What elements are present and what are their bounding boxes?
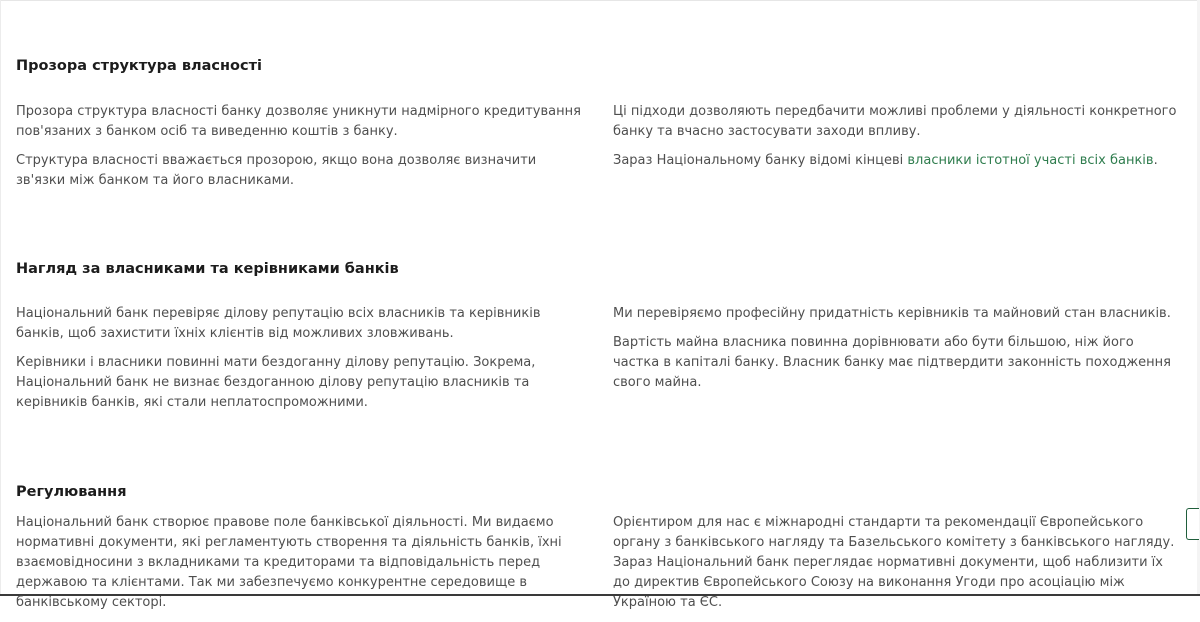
section-title-ownership-structure: Прозора структура власності <box>16 58 262 74</box>
paragraph: Керівники і власники повинні мати бездоганну ділову репутацію. Зокрема, Національний банк не визнає бездоганною ділову репутацію власників та керівників банків, які стали неплатоспроможними. <box>16 355 536 410</box>
section-supervision-left-column <box>16 304 588 422</box>
paragraph: Ці підходи дозволяють передбачити можливі проблеми у діяльності конкретного банку та вчасно застосувати заходи впливу. <box>613 104 1177 139</box>
section-supervision-right-column <box>613 304 1178 402</box>
paragraph: Національний банк перевіряє ділову репутацію всіх власників та керівників банків, щоб захистити їхніх клієнтів від можливих зловживань. <box>16 306 541 341</box>
page-left-border <box>0 0 1 596</box>
section-regulation-right-column <box>613 513 1178 622</box>
page-top-border <box>0 0 1200 1</box>
owners-significant-participation-link[interactable]: власники істотної участі всіх банків <box>907 153 1154 168</box>
section-ownership-right-column <box>613 102 1178 180</box>
paragraph-text: Зараз Національному банку відомі кінцеві <box>613 153 908 168</box>
paragraph-with-link <box>613 151 1178 171</box>
paragraph: Національний банк створює правове поле банківської діяльності. Ми видаємо нормативні документи, які регламентують створення та діяльність банків, їхні взаємовідносини з вкладниками та кредиторами та відповідальність перед державою та клієнтами. Так ми забезпечуємо конкурентне середовище в банківському секторі. <box>16 515 562 610</box>
section-regulation-left-column <box>16 513 588 622</box>
paragraph: Прозора структура власності банку дозволяє уникнути надмірного кредитування пов'язаних з банком осіб та виведенню коштів з банку. <box>16 104 581 139</box>
section-title-supervision: Нагляд за власниками та керівниками банків <box>16 261 399 277</box>
paragraph: Ми перевіряємо професійну придатність керівників та майновий стан власників. <box>613 306 1171 321</box>
section-ownership-left-column <box>16 102 588 200</box>
paragraph: Структура власності вважається прозорою, якщо вона дозволяє визначити зв'язки між банком та його власниками. <box>16 153 537 188</box>
paragraph-text: . <box>1153 153 1158 168</box>
paragraph: Вартість майна власника повинна дорівнювати або бути більшою, ніж його частка в капіталі банку. Власник банку має підтвердити законність походження свого майна. <box>613 335 1172 390</box>
paragraph: Орієнтиром для нас є міжнародні стандарти та рекомендації Європейського органу з банківського нагляду та Базельського комітету з банківського нагляду. Зараз Національний банк переглядає нормативні документи, щоб наблизити їх до директив Європейського Союзу на виконання Угоди про асоціацію між Україною та ЄС. <box>613 515 1175 610</box>
side-feedback-tab[interactable] <box>1186 508 1199 540</box>
section-title-regulation: Регулювання <box>16 484 127 500</box>
